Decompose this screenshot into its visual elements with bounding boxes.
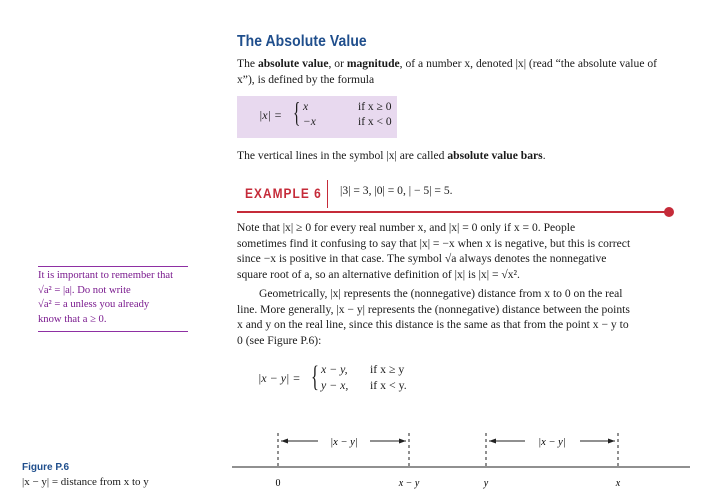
- text-line: since −x is positive in that case. The symbol √a always denotes the nonnegative: [237, 252, 607, 266]
- left-distance-label: |x − y|: [330, 437, 358, 448]
- example-content: |3| = 3, |0| = 0, | − 5| = 5.: [340, 184, 453, 197]
- left-arrow-head-left: [281, 439, 288, 444]
- bars-sentence: The vertical lines in the symbol |x| are called absolute value bars.: [237, 149, 546, 162]
- formula-lhs: |x| =: [259, 108, 283, 122]
- figure-caption: |x − y| = distance from x to y: [22, 476, 149, 488]
- formula-row2-cond: if x < 0: [358, 116, 392, 128]
- margin-note-line: √a² = a unless you already: [38, 299, 150, 311]
- formula-row2-expr: −x: [303, 116, 316, 128]
- tick-label-x: x: [615, 478, 621, 489]
- distance-row1-expr: x − y,: [321, 362, 348, 376]
- intro-paragraph: The absolute value, or magnitude, of a number x, denoted |x| (read “the absolute value of x”), is defined by the formula: [237, 57, 658, 86]
- margin-note-line: √a² = |a|. Do not write: [38, 284, 131, 296]
- right-distance-label: |x − y|: [538, 437, 566, 448]
- distance-row2-expr: y − x,: [321, 378, 349, 392]
- formula-row1-cond: if x ≥ 0: [358, 101, 392, 113]
- distance-formula-brace: {: [311, 360, 319, 393]
- text-line: sometimes find it confusing to say that |x| = −x when x is negative, but this is correct: [237, 236, 631, 250]
- right-arrow-head-left: [489, 439, 496, 444]
- left-arrow-head-right: [399, 439, 406, 444]
- tick-label-zero: 0: [275, 478, 281, 489]
- margin-note-line: It is important to remember that: [38, 270, 174, 281]
- section-heading: The Absolute Value: [237, 33, 367, 50]
- example-label: EXAMPLE 6: [245, 186, 322, 201]
- formula-row1-expr: x: [303, 101, 309, 113]
- tick-label-y: y: [483, 478, 489, 489]
- distance-formula-lhs: |x − y| =: [258, 371, 301, 385]
- text-line: x and y on the real line, since this distance is the same as that from the point x − y to: [237, 318, 629, 332]
- figure-label: Figure P.6: [22, 462, 70, 473]
- tick-label-x-minus-y: x − y: [398, 478, 420, 489]
- distance-row1-cond: if x ≥ y: [370, 362, 405, 376]
- text-line: 0 (see Figure P.6):: [237, 333, 322, 347]
- right-arrow-head-right: [608, 439, 615, 444]
- distance-row2-cond: if x < y.: [370, 378, 407, 392]
- text-line: Note that |x| ≥ 0 for every real number x, and |x| = 0 only if x = 0. People: [237, 221, 576, 234]
- text-line: line. More generally, |x − y| represents the (nonnegative) distance between the points: [237, 302, 630, 316]
- formula-brace: {: [293, 98, 301, 129]
- text-line: square root of a, so an alternative definition of |x| is |x| = √x².: [237, 267, 520, 281]
- text-line: Geometrically, |x| represents the (nonnegative) distance from x to 0 on the real: [259, 287, 623, 300]
- margin-note-line: know that a ≥ 0.: [38, 313, 107, 325]
